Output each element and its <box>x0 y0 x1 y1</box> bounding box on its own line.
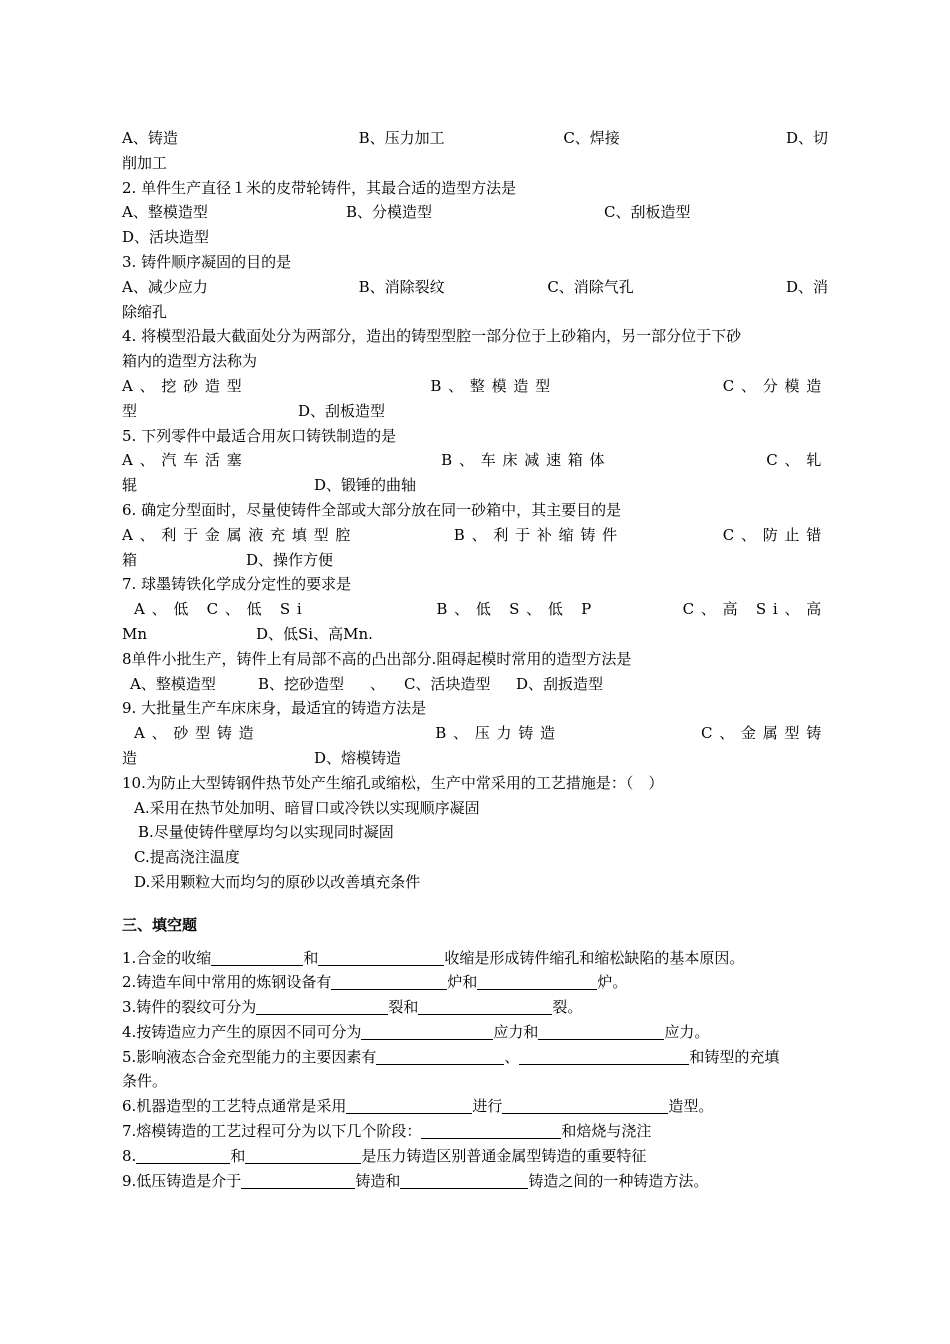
fill-item-6 <box>122 1094 828 1119</box>
fill-item-2 <box>122 970 828 995</box>
q9-option-b: B、压力铸造 <box>435 724 562 743</box>
q5-options <box>122 448 828 473</box>
q9-option-a: A、砂型铸造 <box>134 724 261 743</box>
q4-option-d: D、刮板造型 <box>298 401 386 420</box>
q6-option-d: D、操作方便 <box>246 550 334 569</box>
q4-option-c: C、分模造 <box>722 376 828 395</box>
fill-text: 4.按铸造应力产生的原因不同可分为 <box>122 1022 362 1041</box>
fill-text: 炉和 <box>447 973 478 992</box>
q9-stem: 9. 大批量生产车床床身，最适宜的铸造方法是 <box>122 699 427 718</box>
q10-option-d: D.采用颗粒大而均匀的原砂以改善填充条件 <box>134 872 421 891</box>
q1-option-b: B、压力加工 <box>358 129 445 147</box>
fill-text: 裂。 <box>552 998 583 1017</box>
q6-option-a: A、利于金属液充填型腔 <box>122 525 358 544</box>
q2-option-d: D、活块造型 <box>122 228 210 247</box>
fill-text: 和 <box>303 948 319 967</box>
fill-text: 、 <box>504 1047 520 1066</box>
fill-text: 炉。 <box>597 973 628 992</box>
q2-stem: 2. 单件生产直径１米的皮带轮铸件，其最合适的造型方法是 <box>122 178 517 197</box>
q10-option-b: B.尽量使铸件壁厚均匀以实现同时凝固 <box>138 823 394 842</box>
q9-option-c-cont: 造 <box>122 748 138 767</box>
q6-option-c-cont: 箱 <box>122 550 138 569</box>
q7-option-d: D、低Si、高Mn. <box>256 624 373 643</box>
fill-text: 3.铸件的裂纹可分为 <box>122 998 257 1017</box>
fill-blank <box>502 1097 668 1114</box>
q8-option-b: B、挖砂造型 <box>258 674 345 693</box>
q8-option-c: C、活块造型 <box>404 674 491 693</box>
q8-options <box>122 672 828 697</box>
fill-blank <box>421 1122 561 1139</box>
fill-text: 裂和 <box>388 998 419 1017</box>
q1-option-d-cont: 削加工 <box>122 153 168 172</box>
q4-stem-line1: 4. 将模型沿最大截面处分为两部分，造出的铸型型腔一部分位于上砂箱内，另一部分位于下砂 <box>122 327 742 346</box>
q9-options <box>122 721 828 746</box>
fill-blank <box>241 1172 355 1189</box>
q3-option-d: D、消 <box>785 277 828 296</box>
q1-option-a: A、铸造 <box>122 129 178 147</box>
fill-item-7 <box>122 1119 828 1144</box>
fill-blank <box>245 1147 361 1164</box>
q7-option-c-cont: Mn <box>122 624 148 643</box>
fill-text: 和铸型的充填 <box>689 1047 780 1066</box>
fill-item-1 <box>122 946 828 971</box>
fill-text: 应力。 <box>664 1022 710 1041</box>
fill-blank <box>361 1023 493 1040</box>
fill-blank <box>331 973 447 990</box>
fill-blank <box>256 998 388 1015</box>
q8-stem: 8单件小批生产，铸件上有局部不高的凸出部分.阻碍起模时常用的造型方法是 <box>122 649 632 668</box>
fill-text: 7.熔模铸造的工艺过程可分为以下几个阶段： <box>122 1122 422 1141</box>
q3-options <box>122 275 828 300</box>
q8-sep: 、 <box>370 674 386 693</box>
fill-text: 和焙烧与浇注 <box>561 1122 652 1141</box>
fill-text: 1.合金的收缩 <box>122 948 212 967</box>
q4-options-cont <box>122 399 828 424</box>
q8-option-d: D、刮扳造型 <box>516 674 604 693</box>
q6-stem: 6. 确定分型面时，尽量使铸件全部或大部分放在同一砂箱中，其主要目的是 <box>122 500 622 519</box>
q10-stem: 10.为防止大型铸钢件热节处产生缩孔或缩松，生产中常采用的工艺措施是：（ ） <box>122 773 664 792</box>
q9-option-c: C、金属型铸 <box>701 724 828 743</box>
q6-option-c: C、防止错 <box>722 525 828 544</box>
fill-blank <box>346 1097 472 1114</box>
fill-blank <box>418 998 552 1015</box>
q3-option-b: B、消除裂纹 <box>358 277 445 296</box>
fill-text: 5.影响液态合金充型能力的主要因素有 <box>122 1047 377 1066</box>
q4-stem-line2: 箱内的造型方法称为 <box>122 352 258 371</box>
q7-stem: 7. 球墨铸铁化学成分定性的要求是 <box>122 575 352 594</box>
q3-stem: 3. 铸件顺序凝固的目的是 <box>122 252 292 271</box>
fill-text: 6.机器造型的工艺特点通常是采用 <box>122 1097 347 1116</box>
fill-blank <box>400 1172 528 1189</box>
q5-option-c-cont: 辊 <box>122 476 138 495</box>
fill-text: 9.低压铸造是介于 <box>122 1171 242 1190</box>
q4-options <box>122 374 828 399</box>
q2-options <box>122 200 828 225</box>
q7-option-c: C、高 Si、高 <box>682 600 828 619</box>
q10-option-c: C.提高浇注温度 <box>134 848 240 867</box>
fill-blank <box>318 949 444 966</box>
q5-options-cont <box>122 473 828 498</box>
q6-options <box>122 523 828 548</box>
fill-text: 进行 <box>472 1097 503 1116</box>
fill-item-8 <box>122 1144 828 1169</box>
q5-stem: 5. 下列零件中最适合用灰口铸铁制造的是 <box>122 426 397 445</box>
q6-options-cont <box>122 548 828 573</box>
fill-blank <box>376 1048 504 1065</box>
document-page <box>122 126 828 1193</box>
q5-option-a: A、汽车活塞 <box>122 451 249 470</box>
q7-option-a: A、低 C、低 Si <box>134 600 309 619</box>
q5-option-d: D、锻锤的曲轴 <box>314 476 417 495</box>
q3-option-d-cont: 除缩孔 <box>122 302 168 321</box>
q9-option-d: D、熔模铸造 <box>314 748 402 767</box>
q2-option-c: C、刮板造型 <box>604 203 691 222</box>
q9-options-cont <box>122 746 828 771</box>
fill-item-3 <box>122 995 828 1020</box>
q3-option-c: C、消除气孔 <box>547 277 634 296</box>
q5-option-c: C、轧 <box>766 451 828 470</box>
fill-blank <box>211 949 303 966</box>
q2-option-a: A、整模造型 <box>122 203 208 222</box>
q10-option-a: A.采用在热节处加明、暗冒口或冷铁以实现顺序凝固 <box>134 798 480 817</box>
fill-text: 应力和 <box>493 1022 539 1041</box>
fill-text: 是压力铸造区别普通金属型铸造的重要特征 <box>361 1146 647 1165</box>
fill-blank <box>477 973 597 990</box>
q7-options-cont <box>122 622 828 647</box>
q3-option-a: A、减少应力 <box>122 277 208 296</box>
fill-item-4 <box>122 1020 828 1045</box>
q4-option-a: A、挖砂造型 <box>122 376 249 395</box>
fill-text: 2.铸造车间中常用的炼钢设备有 <box>122 973 332 992</box>
q8-option-a: A、整模造型 <box>130 674 216 693</box>
fill-text: 8. <box>122 1146 137 1165</box>
q1-options <box>122 126 828 151</box>
fill-item-5-cont: 条件。 <box>122 1072 168 1091</box>
fill-item-9 <box>122 1169 828 1194</box>
q7-options <box>122 597 828 622</box>
q5-option-b: B、车床减速箱体 <box>441 451 612 470</box>
q4-option-c-cont: 型 <box>122 401 138 420</box>
fill-text: 铸造之间的一种铸造方法。 <box>528 1171 709 1190</box>
fill-text: 铸造和 <box>355 1171 401 1190</box>
q4-option-b: B、整模造型 <box>430 376 557 395</box>
fill-text: 收缩是形成铸件缩孔和缩松缺陷的基本原因。 <box>444 948 745 967</box>
section-title: 三、填空题 <box>122 915 198 934</box>
fill-text: 造型。 <box>668 1097 714 1116</box>
q6-option-b: B、利于补缩铸件 <box>453 525 624 544</box>
q7-option-b: B、低 S、低 P <box>436 600 599 619</box>
fill-item-5 <box>122 1045 828 1070</box>
q1-option-d: D、切 <box>785 129 828 147</box>
fill-blank <box>538 1023 664 1040</box>
q2-option-b: B、分模造型 <box>346 203 433 222</box>
q1-option-c: C、焊接 <box>563 129 620 147</box>
fill-blank <box>519 1048 689 1065</box>
fill-text: 和 <box>230 1146 246 1165</box>
fill-blank <box>136 1147 230 1164</box>
